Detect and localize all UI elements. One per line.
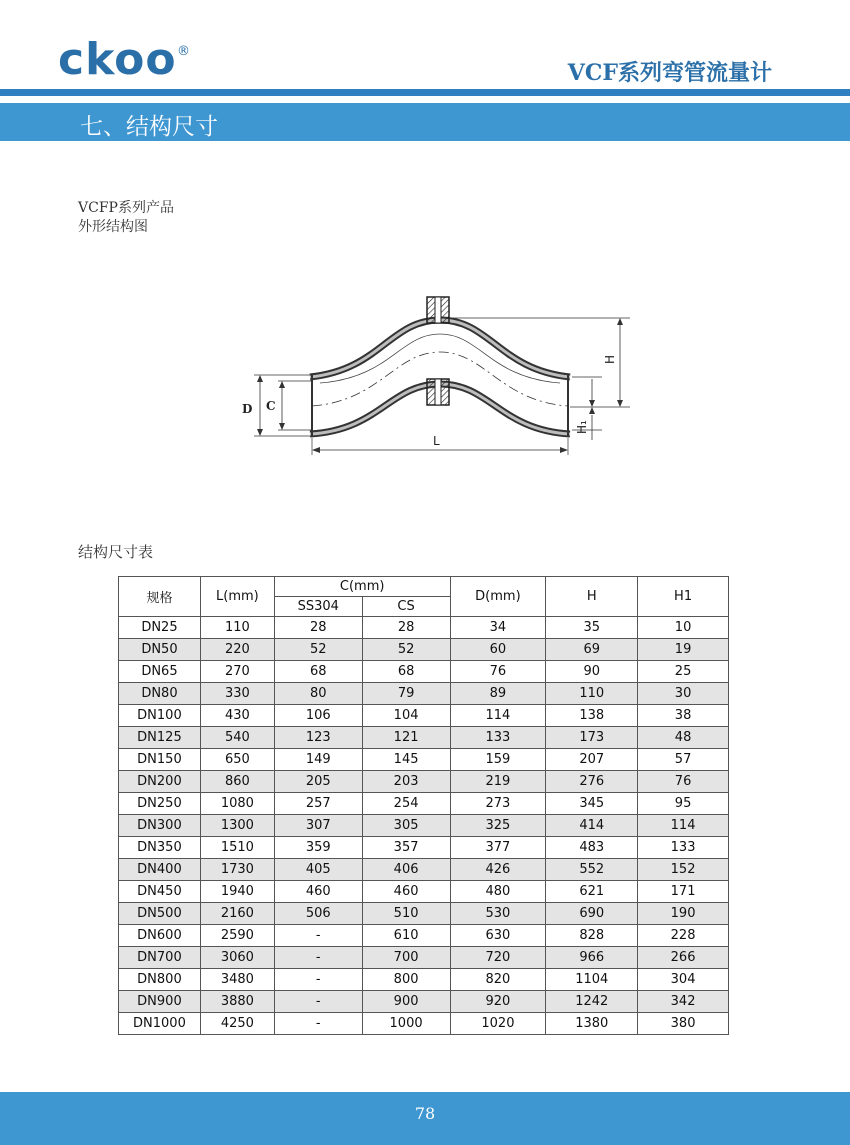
value-cell: 207: [546, 749, 638, 771]
value-cell: 273: [450, 793, 546, 815]
value-cell: 106: [274, 705, 362, 727]
value-cell: 145: [362, 749, 450, 771]
value-cell: 276: [546, 771, 638, 793]
value-cell: 203: [362, 771, 450, 793]
value-cell: 530: [450, 903, 546, 925]
value-cell: 700: [362, 947, 450, 969]
dim-label-d: D: [242, 402, 253, 416]
dimensions-table: [118, 576, 729, 1035]
table-row: [119, 771, 729, 793]
value-cell: 254: [362, 793, 450, 815]
value-cell: 89: [450, 683, 546, 705]
value-cell: 52: [362, 639, 450, 661]
document-title: VCF系列弯管流量计: [567, 60, 772, 86]
value-cell: 3880: [200, 991, 274, 1013]
spec-cell: DN65: [119, 661, 201, 683]
value-cell: 35: [546, 617, 638, 639]
value-cell: 430: [200, 705, 274, 727]
table-row: [119, 1013, 729, 1035]
table-row: [119, 727, 729, 749]
table-row: [119, 903, 729, 925]
value-cell: 630: [450, 925, 546, 947]
value-cell: 345: [546, 793, 638, 815]
header-d: D(mm): [450, 577, 546, 617]
value-cell: 52: [274, 639, 362, 661]
spec-cell: DN300: [119, 815, 201, 837]
value-cell: 506: [274, 903, 362, 925]
value-cell: 228: [638, 925, 729, 947]
value-cell: -: [274, 947, 362, 969]
value-cell: 621: [546, 881, 638, 903]
header-c: C(mm): [274, 577, 450, 597]
value-cell: 68: [362, 661, 450, 683]
value-cell: 57: [638, 749, 729, 771]
value-cell: 171: [638, 881, 729, 903]
value-cell: 305: [362, 815, 450, 837]
brand-logo: ckoo: [58, 34, 177, 85]
value-cell: 1730: [200, 859, 274, 881]
value-cell: 377: [450, 837, 546, 859]
spec-cell: DN150: [119, 749, 201, 771]
value-cell: 330: [200, 683, 274, 705]
value-cell: 1020: [450, 1013, 546, 1035]
value-cell: 270: [200, 661, 274, 683]
value-cell: 25: [638, 661, 729, 683]
value-cell: -: [274, 925, 362, 947]
value-cell: 540: [200, 727, 274, 749]
product-series-caption: VCFP系列产品: [78, 200, 174, 216]
value-cell: 720: [450, 947, 546, 969]
value-cell: 2160: [200, 903, 274, 925]
table-row: [119, 749, 729, 771]
value-cell: 114: [638, 815, 729, 837]
spec-cell: DN1000: [119, 1013, 201, 1035]
value-cell: 1104: [546, 969, 638, 991]
value-cell: 104: [362, 705, 450, 727]
value-cell: 149: [274, 749, 362, 771]
table-header-row: [119, 577, 729, 597]
header-spec: 规格: [119, 577, 201, 617]
spec-cell: DN400: [119, 859, 201, 881]
value-cell: 28: [274, 617, 362, 639]
spec-cell: DN250: [119, 793, 201, 815]
value-cell: 60: [450, 639, 546, 661]
value-cell: 307: [274, 815, 362, 837]
value-cell: 266: [638, 947, 729, 969]
spec-cell: DN50: [119, 639, 201, 661]
value-cell: 121: [362, 727, 450, 749]
value-cell: 480: [450, 881, 546, 903]
value-cell: 34: [450, 617, 546, 639]
value-cell: 3480: [200, 969, 274, 991]
value-cell: 219: [450, 771, 546, 793]
value-cell: 1380: [546, 1013, 638, 1035]
header-l: L(mm): [200, 577, 274, 617]
pipe-outer-wall-inner: [310, 320, 570, 377]
value-cell: 205: [274, 771, 362, 793]
value-cell: 1940: [200, 881, 274, 903]
table-row: [119, 925, 729, 947]
dim-label-l: L: [433, 434, 440, 448]
value-cell: 690: [546, 903, 638, 925]
value-cell: 30: [638, 683, 729, 705]
value-cell: 510: [362, 903, 450, 925]
header-divider: [0, 89, 850, 96]
value-cell: 123: [274, 727, 362, 749]
value-cell: 28: [362, 617, 450, 639]
table-caption: 结构尺寸表: [78, 543, 154, 561]
value-cell: 325: [450, 815, 546, 837]
drawing-caption: 外形结构图: [78, 219, 148, 235]
dim-label-h: H: [603, 354, 617, 364]
value-cell: 820: [450, 969, 546, 991]
value-cell: 380: [638, 1013, 729, 1035]
value-cell: 460: [362, 881, 450, 903]
spec-cell: DN500: [119, 903, 201, 925]
table-row: [119, 661, 729, 683]
value-cell: 68: [274, 661, 362, 683]
value-cell: 900: [362, 991, 450, 1013]
registered-mark: ®: [177, 44, 190, 59]
value-cell: 426: [450, 859, 546, 881]
value-cell: 1000: [362, 1013, 450, 1035]
value-cell: 190: [638, 903, 729, 925]
spec-cell: DN350: [119, 837, 201, 859]
value-cell: 76: [638, 771, 729, 793]
header-h: H: [546, 577, 638, 617]
spec-cell: DN125: [119, 727, 201, 749]
value-cell: 173: [546, 727, 638, 749]
value-cell: 19: [638, 639, 729, 661]
value-cell: 800: [362, 969, 450, 991]
value-cell: 138: [546, 705, 638, 727]
value-cell: 1242: [546, 991, 638, 1013]
value-cell: 359: [274, 837, 362, 859]
value-cell: -: [274, 969, 362, 991]
spec-cell: DN450: [119, 881, 201, 903]
table-row: [119, 881, 729, 903]
value-cell: 80: [274, 683, 362, 705]
table-row: [119, 815, 729, 837]
pipe-bore-line: [320, 334, 560, 383]
spec-cell: DN100: [119, 705, 201, 727]
header-cs: CS: [362, 597, 450, 617]
spec-cell: DN80: [119, 683, 201, 705]
spec-cell: DN800: [119, 969, 201, 991]
table-row: [119, 969, 729, 991]
value-cell: 220: [200, 639, 274, 661]
value-cell: 3060: [200, 947, 274, 969]
value-cell: 405: [274, 859, 362, 881]
table-row: [119, 617, 729, 639]
value-cell: 2590: [200, 925, 274, 947]
table-row: [119, 705, 729, 727]
value-cell: -: [274, 991, 362, 1013]
value-cell: 95: [638, 793, 729, 815]
value-cell: 342: [638, 991, 729, 1013]
spec-cell: DN200: [119, 771, 201, 793]
dim-label-c: C: [266, 399, 276, 413]
value-cell: 860: [200, 771, 274, 793]
table-row: [119, 837, 729, 859]
header-ss304: SS304: [274, 597, 362, 617]
spec-cell: DN600: [119, 925, 201, 947]
table-row: [119, 991, 729, 1013]
value-cell: 552: [546, 859, 638, 881]
value-cell: 1300: [200, 815, 274, 837]
value-cell: 4250: [200, 1013, 274, 1035]
value-cell: 69: [546, 639, 638, 661]
value-cell: 304: [638, 969, 729, 991]
value-cell: 460: [274, 881, 362, 903]
value-cell: 257: [274, 793, 362, 815]
value-cell: 152: [638, 859, 729, 881]
value-cell: 48: [638, 727, 729, 749]
value-cell: 828: [546, 925, 638, 947]
value-cell: 133: [450, 727, 546, 749]
value-cell: 414: [546, 815, 638, 837]
dim-label-h1: H₁: [575, 420, 589, 434]
spec-cell: DN900: [119, 991, 201, 1013]
value-cell: 110: [200, 617, 274, 639]
value-cell: 357: [362, 837, 450, 859]
page-number: 78: [414, 1104, 436, 1123]
spec-cell: DN700: [119, 947, 201, 969]
value-cell: 406: [362, 859, 450, 881]
value-cell: 920: [450, 991, 546, 1013]
header-h1: H1: [638, 577, 729, 617]
table-row: [119, 683, 729, 705]
value-cell: 610: [362, 925, 450, 947]
value-cell: 110: [546, 683, 638, 705]
value-cell: 38: [638, 705, 729, 727]
table-row: [119, 793, 729, 815]
value-cell: 1510: [200, 837, 274, 859]
value-cell: 79: [362, 683, 450, 705]
value-cell: 90: [546, 661, 638, 683]
value-cell: 966: [546, 947, 638, 969]
value-cell: 10: [638, 617, 729, 639]
value-cell: 133: [638, 837, 729, 859]
elbow-flowmeter-diagram: [230, 280, 650, 470]
value-cell: 1080: [200, 793, 274, 815]
table-row: [119, 859, 729, 881]
spec-cell: DN25: [119, 617, 201, 639]
value-cell: 650: [200, 749, 274, 771]
value-cell: -: [274, 1013, 362, 1035]
value-cell: 159: [450, 749, 546, 771]
value-cell: 483: [546, 837, 638, 859]
section-title: 七、结构尺寸: [80, 114, 218, 140]
value-cell: 76: [450, 661, 546, 683]
table-row: [119, 639, 729, 661]
table-row: [119, 947, 729, 969]
value-cell: 114: [450, 705, 546, 727]
